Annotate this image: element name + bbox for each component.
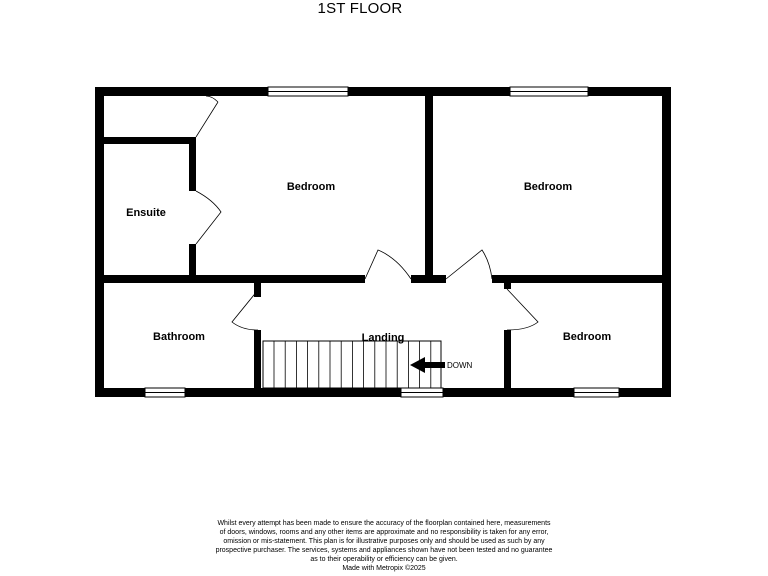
disclaimer-line: prospective purchaser. The services, systems and appliances shown have not been tested and no guarantee <box>215 547 553 554</box>
window-bedroom-main <box>268 87 348 96</box>
disclaimer-line: Made with Metropix ©2025 <box>342 565 426 572</box>
wall-bathroom-right-lower <box>254 330 261 388</box>
room-label-bedroom-small: Bedroom <box>562 331 612 343</box>
wall-mid-right <box>492 275 662 283</box>
wall-ensuite-top <box>104 137 196 144</box>
doors <box>196 96 538 330</box>
room-label-ensuite: Ensuite <box>126 207 166 219</box>
wall-mid-center <box>411 275 446 283</box>
room-label-landing: Landing <box>361 332 405 344</box>
disclaimer-line: Whilst every attempt has been made to ensure the accuracy of the floorplan contained here, measurements <box>217 520 551 527</box>
door-bedroom-small <box>507 289 538 330</box>
stairs-direction-label: DOWN <box>447 361 473 370</box>
disclaimer-line: omission or mis-statement. This plan is for illustrative purposes only and should be used as such by any <box>223 538 545 545</box>
wall-mid-left <box>104 275 365 283</box>
window-bedroom-small <box>574 388 619 397</box>
door-bedroom-right <box>446 250 492 279</box>
outer-wall-left <box>95 87 104 397</box>
wall-bedroom-small-left <box>504 283 511 289</box>
room-label-bathroom: Bathroom <box>153 331 205 343</box>
room-label-bedroom-main: Bedroom <box>286 181 336 193</box>
disclaimer <box>184 519 584 573</box>
window-bathroom <box>145 388 185 397</box>
wall-ensuite-right-lower <box>189 244 196 277</box>
window-bedroom-right <box>510 87 588 96</box>
room-label-bedroom-right: Bedroom <box>523 181 573 193</box>
door-ensuite <box>196 191 221 244</box>
window-landing <box>401 388 443 397</box>
disclaimer-line: as to their operability or efficiency can be given. <box>310 556 458 563</box>
staircase <box>263 341 473 388</box>
room-labels <box>126 181 611 344</box>
wall-divider-bedrooms <box>425 96 433 277</box>
door-bedroom-main <box>365 250 411 279</box>
disclaimer-line: of doors, windows, rooms and any other items are approximate and no responsibility is taken for any error, <box>219 529 549 536</box>
wall-bedroom-small-left-lower <box>504 330 511 388</box>
wall-ensuite-right-upper <box>189 137 196 191</box>
door-wardrobe <box>196 96 218 137</box>
floor-title: 1ST FLOOR <box>317 0 403 17</box>
outer-wall-right <box>662 87 671 397</box>
